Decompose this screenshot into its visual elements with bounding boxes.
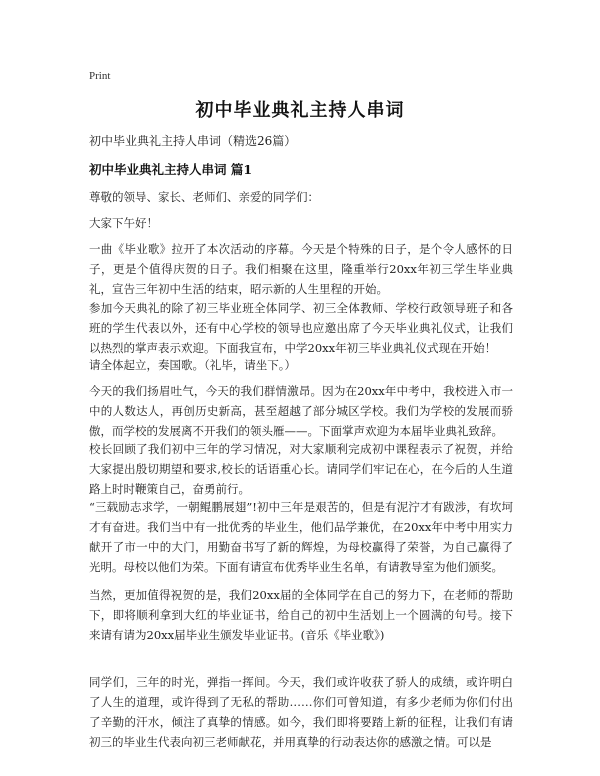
paragraph-good-afternoon: 大家下午好！	[89, 216, 158, 230]
subtitle: 初中毕业典礼主持人串词（精选26篇）	[89, 134, 297, 148]
page-title: 初中毕业典礼主持人串词	[195, 100, 405, 121]
print-label: Print	[89, 70, 111, 82]
paragraph-diplomas: 当然，更加值得祝贺的是，我们20xx届的全体同学在自己的努力下，在老师的帮助下，即将顺利拿到大红的毕业证书，给自己的初中生活划上一个圆满的句号。接下来请有请为20xx届毕业生颁发毕业证书。(音乐《毕业歌》)	[89, 588, 513, 642]
paragraph-anthem: 请全体起立，奏国歌。（礼毕，请坐下。）	[89, 358, 296, 372]
paragraph-attendees: 参加今天典礼的除了初三毕业班全体同学、初三全体教师、学校行政领导班子和各班的学生代表以外，还有中心学校的领导也应邀出席了今天毕业典礼仪式，让我们以热烈的掌声表示欢迎。下面我宣布，中学20xx年初三毕业典礼仪式现在开始！	[89, 301, 513, 355]
paragraph-gratitude: 同学们，三年的时光，弹指一挥间。今天，我们或许收获了骄人的成绩，或许明白了人生的道理，或许得到了无私的帮助……你们可曾知道，有多少老师为你们付出了辛勤的汗水，倾注了真挚的情感。如今，我们即将要踏上新的征程，让我们有请初三的毕业生代表向初三老师献花，并用真挚的行动表达你的感激之情。可以是	[89, 675, 513, 749]
paragraph-greeting: 尊敬的领导、家长、老师们、亲爱的同学们：	[89, 190, 319, 204]
paragraph-outstanding-graduates: “三载励志求学，一朝鲲鹏展翅”!初中三年是艰苦的，但是有泥泞才有跋涉，有坎坷才有奋进。我们当中有一批优秀的毕业生，他们品学兼优，在20xx年中考中用实力献开了市一中的大门，用勤奋书写了新的辉煌，为母校赢得了荣誉，为自己赢得了光明。母校以他们为荣。下面有请宣布优秀毕业生名单，有请教导室为他们颁奖。	[89, 500, 513, 574]
paragraph-achievement: 今天的我们扬眉吐气，今天的我们群情激昂。因为在20xx年中考中，我校进入市一中的人数达人，再创历史新高，甚至超越了部分城区学校。我们为学校的发展而骄傲，而学校的发展离不开我们的领头雁——。下面掌声欢迎为本届毕业典礼致辞。	[89, 384, 513, 438]
paragraph-principal: 校长回顾了我们初中三年的学习情况，对大家顺利完成初中课程表示了祝贺，并给大家提出殷切期望和要求,校长的话语重心长。请同学们牢记在心，在今后的人生道路上时时鞭策自己，奋勇前行。	[89, 442, 513, 496]
paragraph-opening: 一曲《毕业歌》拉开了本次活动的序幕。今天是个特殊的日子，是个令人感怀的日子，更是个值得庆贺的日子。我们相聚在这里，隆重举行20xx年初三学生毕业典礼，宣告三年初中生活的结束，昭示新的人生里程的开始。	[89, 242, 513, 296]
section-heading: 初中毕业典礼主持人串词 篇1	[89, 162, 253, 177]
